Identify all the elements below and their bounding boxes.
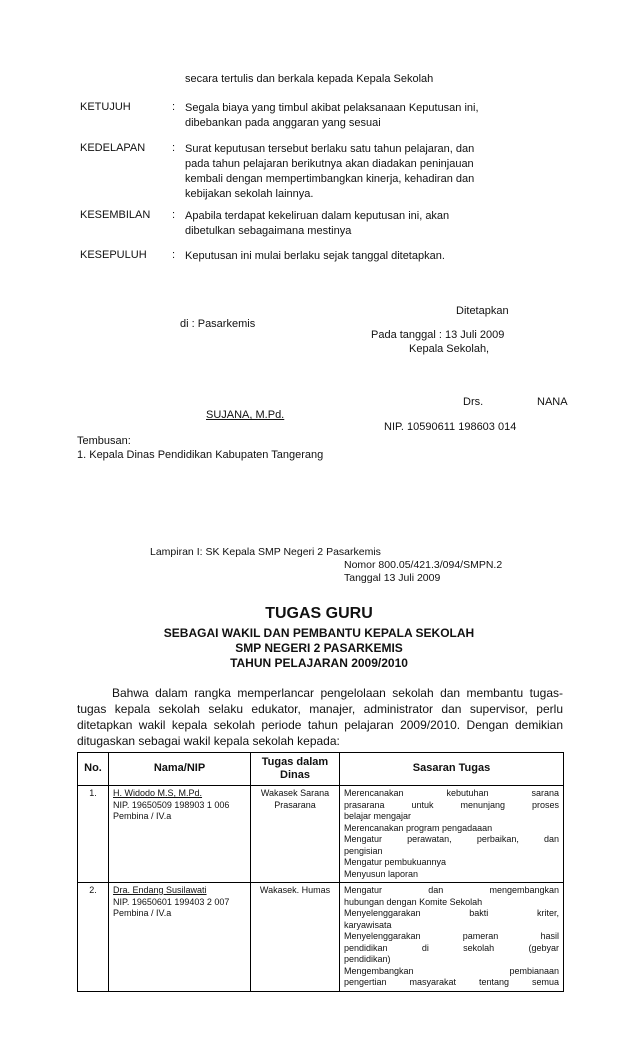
sasaran-line: Mengembangkan pembianaan (344, 965, 559, 976)
clause-label: KETUJUH (80, 101, 131, 113)
person-nip: NIP. 19650601 199403 2 007 (113, 896, 230, 907)
signer-title: Drs. (463, 396, 484, 408)
sasaran-line: Menyelenggarakan pameran hasil (344, 931, 559, 941)
sasaran-line: Mengatur dan mengembangkan (344, 885, 559, 895)
clause-text (185, 101, 492, 131)
date-label: Pada tanggal : 13 Juli 2009 (371, 329, 505, 341)
sasaran-line: hubungan dengan Komite Sekolah (344, 896, 483, 907)
place-label: di : Pasarkemis (180, 318, 256, 330)
clause-label: KESEPULUH (80, 249, 147, 261)
person-nip: NIP. 19650509 198903 1 006 (113, 799, 230, 810)
position-label: Kepala Sekolah, (409, 343, 490, 355)
signer-name-part: NANA (537, 396, 568, 408)
clause-line: dibetulkan sebagaimana mestinya (185, 225, 352, 237)
clause-line: dibebankan pada anggaran yang sesuai (185, 117, 381, 129)
signer-name: SUJANA, M.Pd. (206, 409, 285, 421)
sasaran-line: pendidikan) (344, 954, 391, 964)
sasaran-line: Menyusun laporan (344, 868, 419, 879)
table-row (78, 786, 564, 883)
sasaran-line: belajar mengajar (344, 811, 412, 821)
header-dinas: Tugas dalam Dinas (251, 753, 340, 786)
header-no: No. (78, 753, 109, 786)
clause-colon: : (172, 249, 176, 261)
person-rank: Pembina / IV.a (113, 908, 172, 918)
ditetapkan-label: Ditetapkan (456, 305, 509, 317)
task-table (77, 752, 564, 992)
academic-year: TAHUN PELAJARAN 2009/2010 (230, 656, 408, 670)
sasaran-line: Mengatur pembukuannya (344, 857, 447, 867)
header-sasaran: Sasaran Tugas (340, 753, 564, 786)
clause-line: Surat keputusan tersebut berlaku satu tahun pelajaran, dan (185, 143, 475, 155)
continuation-line: secara tertulis dan berkala kepada Kepala Sekolah (185, 73, 434, 85)
lampiran-tanggal: Tanggal 13 Juli 2009 (344, 572, 441, 584)
row-number: 1. (78, 786, 109, 883)
dinas-line: Wakasek. Humas (259, 885, 331, 895)
dinas-line: Prasarana (274, 799, 316, 810)
table-row (78, 883, 564, 992)
person-name: H. Widodo M.S, M.Pd. (113, 788, 203, 798)
clause-line: Apabila terdapat kekeliruan dalam keputusan ini, akan (185, 210, 450, 222)
lampiran-line: Lampiran I: SK Kepala SMP Negeri 2 Pasarkemis (150, 546, 381, 558)
row-number: 2. (78, 883, 109, 992)
clause-line: pada tahun pelajaran berikutnya akan diadakan peninjauan (185, 158, 474, 170)
clause-label: KESEMBILAN (80, 209, 151, 221)
row-sasaran-cell (340, 883, 564, 992)
sasaran-line: Menyelenggarakan bakti kriter, (344, 908, 559, 918)
clause-colon: : (172, 209, 176, 221)
clause-line: kebijakan sekolah lainnya. (185, 188, 314, 200)
clause-line: Segala biaya yang timbul akibat pelaksanaan Keputusan ini, (185, 102, 479, 114)
tembusan-title: Tembusan: (77, 435, 131, 447)
clause-colon: : (172, 101, 176, 113)
sasaran-line: Merencanakan program pengadaaan (344, 822, 493, 833)
table-header-row (78, 753, 564, 786)
paragraph-line: ditugaskan sebagai wakil kepala sekolah kepada: (77, 734, 340, 748)
row-sasaran-cell (340, 786, 564, 883)
sasaran-line: pengertian masyarakat tentang semua (344, 977, 559, 987)
paragraph-line: ditetapkan wakil kepala sekolah periode tahun pelajaran 2009/2010. Dengan demikian (77, 718, 563, 732)
row-name-cell (109, 883, 251, 992)
document-title: TUGAS GURU (265, 605, 373, 622)
row-name-cell (109, 786, 251, 883)
header-name: Nama/NIP (109, 753, 251, 786)
row-dinas-cell (251, 786, 340, 883)
document-subtitle: SEBAGAI WAKIL DAN PEMBANTU KEPALA SEKOLAH (163, 626, 475, 640)
clause-line: Keputusan ini mulai berlaku sejak tanggal ditetapkan. (185, 250, 445, 262)
sasaran-line: Mengatur perawatan, perbaikan, dan (344, 834, 559, 844)
person-name: Dra. Endang Susilawati (113, 885, 207, 895)
signer-nip: NIP. 10590611 198603 014 (384, 421, 517, 433)
lampiran-nomor: Nomor 800.05/421.3/094/SMPN.2 (344, 559, 503, 571)
clause-label: KEDELAPAN (80, 142, 146, 154)
clause-text (185, 142, 492, 202)
paragraph-line: tugas kepala sekolah selaku edukator, manajer, administrator dan supervisor, perlu (77, 702, 563, 716)
sasaran-line: pengisian (344, 845, 383, 856)
sasaran-line: Merencanakan kebutuhan sarana (344, 788, 559, 798)
school-name: SMP NEGERI 2 PASARKEMIS (235, 641, 403, 655)
row-dinas-cell (251, 883, 340, 992)
sasaran-line: prasarana untuk menunjang proses (344, 799, 559, 810)
person-rank: Pembina / IV.a (113, 811, 172, 821)
clause-colon: : (172, 142, 176, 154)
clause-text (185, 209, 492, 239)
sasaran-line: pendidikan di sekolah (gebyar (344, 942, 559, 953)
dinas-line: Wakasek Sarana (260, 788, 330, 798)
clause-line: kembali dengan mempertimbangkan kinerja, kehadiran dan (185, 173, 475, 185)
clause-text (185, 249, 505, 264)
sasaran-line: karyawisata (344, 919, 392, 930)
paragraph-line: Bahwa dalam rangka memperlancar pengelolaan sekolah dan membantu tugas- (112, 686, 563, 700)
tembusan-item: 1. Kepala Dinas Pendidikan Kabupaten Tangerang (77, 449, 324, 461)
